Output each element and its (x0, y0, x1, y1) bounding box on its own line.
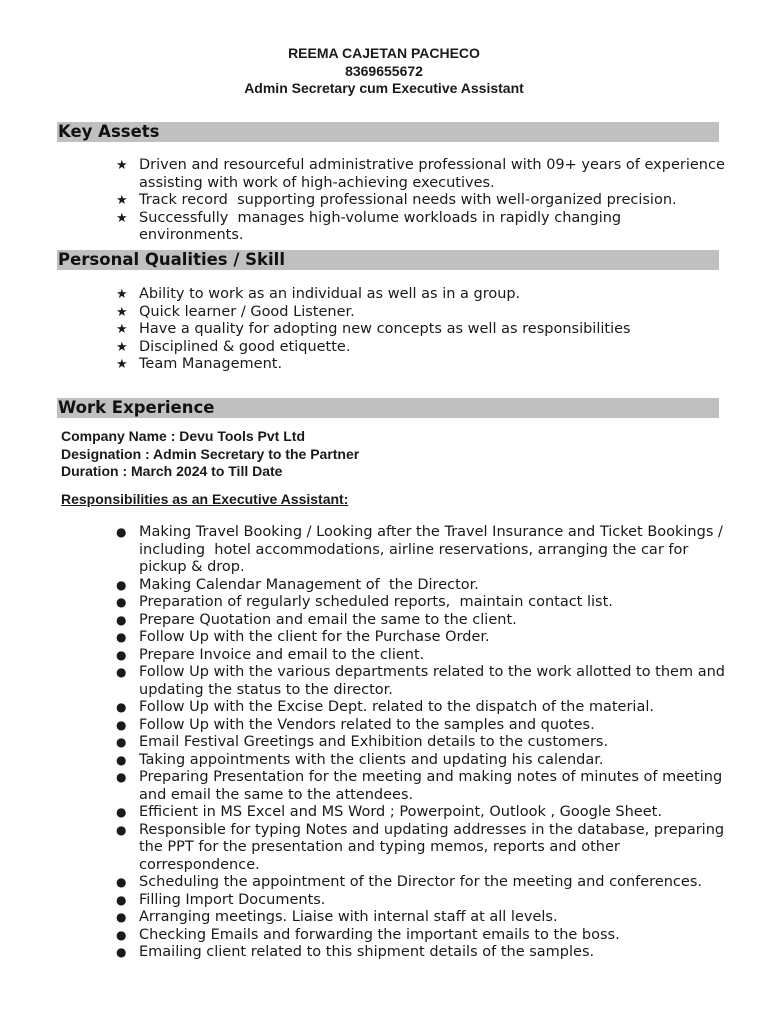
responsibility-item (0, 944, 768, 962)
key-asset-item (0, 192, 768, 210)
responsibility-item-text: Follow Up with the Vendors related to the samples and quotes. (139, 716, 595, 733)
responsibility-item-text: Efficient in MS Excel and MS Word ; Powerpoint, Outlook , Google Sheet. (139, 804, 662, 820)
responsibility-item-text: Responsible for typing Notes and updating addresses in the database, preparing the PPT for the presentation and typing memos, reports and other correspondence. (139, 821, 734, 873)
bullet-icon: ● (116, 927, 127, 942)
responsibility-item (0, 717, 768, 735)
responsibility-item (0, 594, 768, 612)
responsibility-item (0, 822, 768, 875)
bullet-icon: ● (116, 822, 127, 837)
responsibility-item-text: Preparing Presentation for the meeting and making notes of minutes of meeting and email the same to the attendees. (139, 769, 732, 803)
key-asset-item (0, 157, 768, 192)
company-name: Company Name : Devu Tools Pvt Ltd (61, 428, 305, 444)
bullet-icon: ● (116, 612, 127, 627)
bullet-icon: ● (116, 875, 127, 889)
bullet-icon: ● (116, 700, 127, 714)
personal-quality-item-text: Team Management. (139, 356, 283, 372)
responsibility-item (0, 647, 768, 665)
responsibility-item-text: Follow Up with the various departments related to the work allotted to them and updating the status to the director. (139, 664, 730, 698)
bullet-icon: ● (116, 717, 127, 732)
bullet-icon: ★ (116, 339, 128, 355)
responsibilities-heading: Responsibilities as an Executive Assistant: (61, 491, 349, 507)
responsibility-item (0, 769, 768, 804)
key-asset-item-text: Driven and resourceful administrative professional with 09+ years of experience assisting with work of high-achieving executives. (139, 157, 730, 191)
bullet-icon: ● (116, 525, 127, 539)
key-asset-item-text: Successfully manages high-volume workloads in rapidly changing environments. (139, 209, 626, 243)
responsibilities-list (0, 524, 768, 962)
responsibility-item-text: Prepare Quotation and email the same to the client. (139, 611, 517, 628)
bullet-icon: ★ (116, 210, 128, 226)
personal-quality-item (0, 321, 768, 339)
bullet-icon: ● (116, 665, 127, 679)
responsibility-item (0, 664, 768, 699)
personal-qualities-list (0, 286, 768, 374)
responsibility-item-text: Email Festival Greetings and Exhibition details to the customers. (139, 734, 609, 750)
responsibility-item-text: Checking Emails and forwarding the important emails to the boss. (139, 926, 620, 943)
responsibility-item-text: Scheduling the appointment of the Director for the meeting and conferences. (139, 874, 702, 890)
responsibility-item-text: Preparation of regularly scheduled reports, maintain contact list. (139, 594, 613, 610)
bullet-icon: ● (116, 770, 127, 784)
responsibility-item (0, 734, 768, 752)
bullet-icon: ● (116, 892, 127, 907)
bullet-icon: ★ (116, 304, 128, 320)
bullet-icon: ● (116, 945, 127, 959)
responsibility-item (0, 892, 768, 910)
candidate-role: Admin Secretary cum Executive Assistant (244, 80, 524, 96)
bullet-icon: ● (116, 577, 127, 592)
responsibility-item-text: Follow Up with the Excise Dept. related to the dispatch of the material. (139, 699, 654, 715)
personal-quality-item-text: Disciplined & good etiquette. (139, 338, 351, 355)
bullet-icon: ● (116, 910, 127, 924)
responsibility-item-text: Prepare Invoice and email to the client. (139, 646, 425, 663)
bullet-icon: ● (116, 735, 127, 749)
responsibility-item-text: Making Calendar Management of the Director. (139, 576, 479, 593)
responsibility-item-text: Emailing client related to this shipment details of the samples. (139, 944, 595, 960)
key-assets-list (0, 157, 768, 245)
bullet-icon: ● (116, 647, 127, 662)
bullet-icon: ★ (116, 357, 128, 372)
responsibility-item (0, 629, 768, 647)
bullet-icon: ● (116, 595, 127, 609)
responsibility-item (0, 874, 768, 892)
responsibility-item (0, 909, 768, 927)
personal-quality-item-text: Quick learner / Good Listener. (139, 303, 355, 320)
section-bar-work-experience (57, 398, 719, 418)
personal-quality-item-text: Ability to work as an individual as well as in a group. (139, 286, 521, 302)
designation: Designation : Admin Secretary to the Partner (61, 445, 360, 462)
responsibility-item-text: Arranging meetings. Liaise with internal staff at all levels. (139, 909, 558, 925)
responsibility-item-text: Taking appointments with the clients and updating his calendar. (139, 751, 604, 768)
bullet-icon: ★ (116, 158, 128, 173)
responsibility-item (0, 752, 768, 770)
personal-quality-item (0, 286, 768, 304)
section-title-key-assets: Key Assets (58, 122, 160, 141)
personal-quality-item (0, 356, 768, 374)
responsibility-item (0, 699, 768, 717)
personal-quality-item-text: Have a quality for adopting new concepts as well as responsibilities (139, 321, 631, 337)
bullet-icon: ● (116, 630, 127, 644)
bullet-icon: ★ (116, 322, 128, 337)
section-title-personal-qualities: Personal Qualities / Skill (58, 250, 285, 269)
responsibility-item (0, 927, 768, 945)
responsibility-item (0, 804, 768, 822)
responsibility-item-text: Follow Up with the client for the Purchase Order. (139, 629, 490, 645)
personal-quality-item (0, 304, 768, 322)
responsibility-item-text: Filling Import Documents. (139, 891, 326, 908)
responsibility-item-text: Making Travel Booking / Looking after the Travel Insurance and Ticket Bookings / including hotel accommodations, airline reservations, arranging the car for pickup & drop. (139, 524, 728, 575)
responsibility-item (0, 577, 768, 595)
section-bar-key-assets (57, 122, 719, 142)
bullet-icon: ★ (116, 287, 128, 302)
phone-number: 8369655672 (345, 63, 423, 79)
key-asset-item-text: Track record supporting professional needs with well-organized precision. (139, 192, 677, 208)
bullet-icon: ★ (116, 193, 128, 208)
responsibility-item (0, 524, 768, 577)
duration: Duration : March 2024 to Till Date (61, 463, 283, 479)
candidate-name: REEMA CAJETAN PACHECO (288, 45, 480, 61)
section-title-work-experience: Work Experience (58, 398, 215, 417)
key-asset-item (0, 210, 768, 245)
personal-quality-item (0, 339, 768, 357)
responsibility-item (0, 612, 768, 630)
section-bar-personal-qualities (57, 250, 719, 270)
bullet-icon: ● (116, 805, 127, 819)
bullet-icon: ● (116, 752, 127, 767)
